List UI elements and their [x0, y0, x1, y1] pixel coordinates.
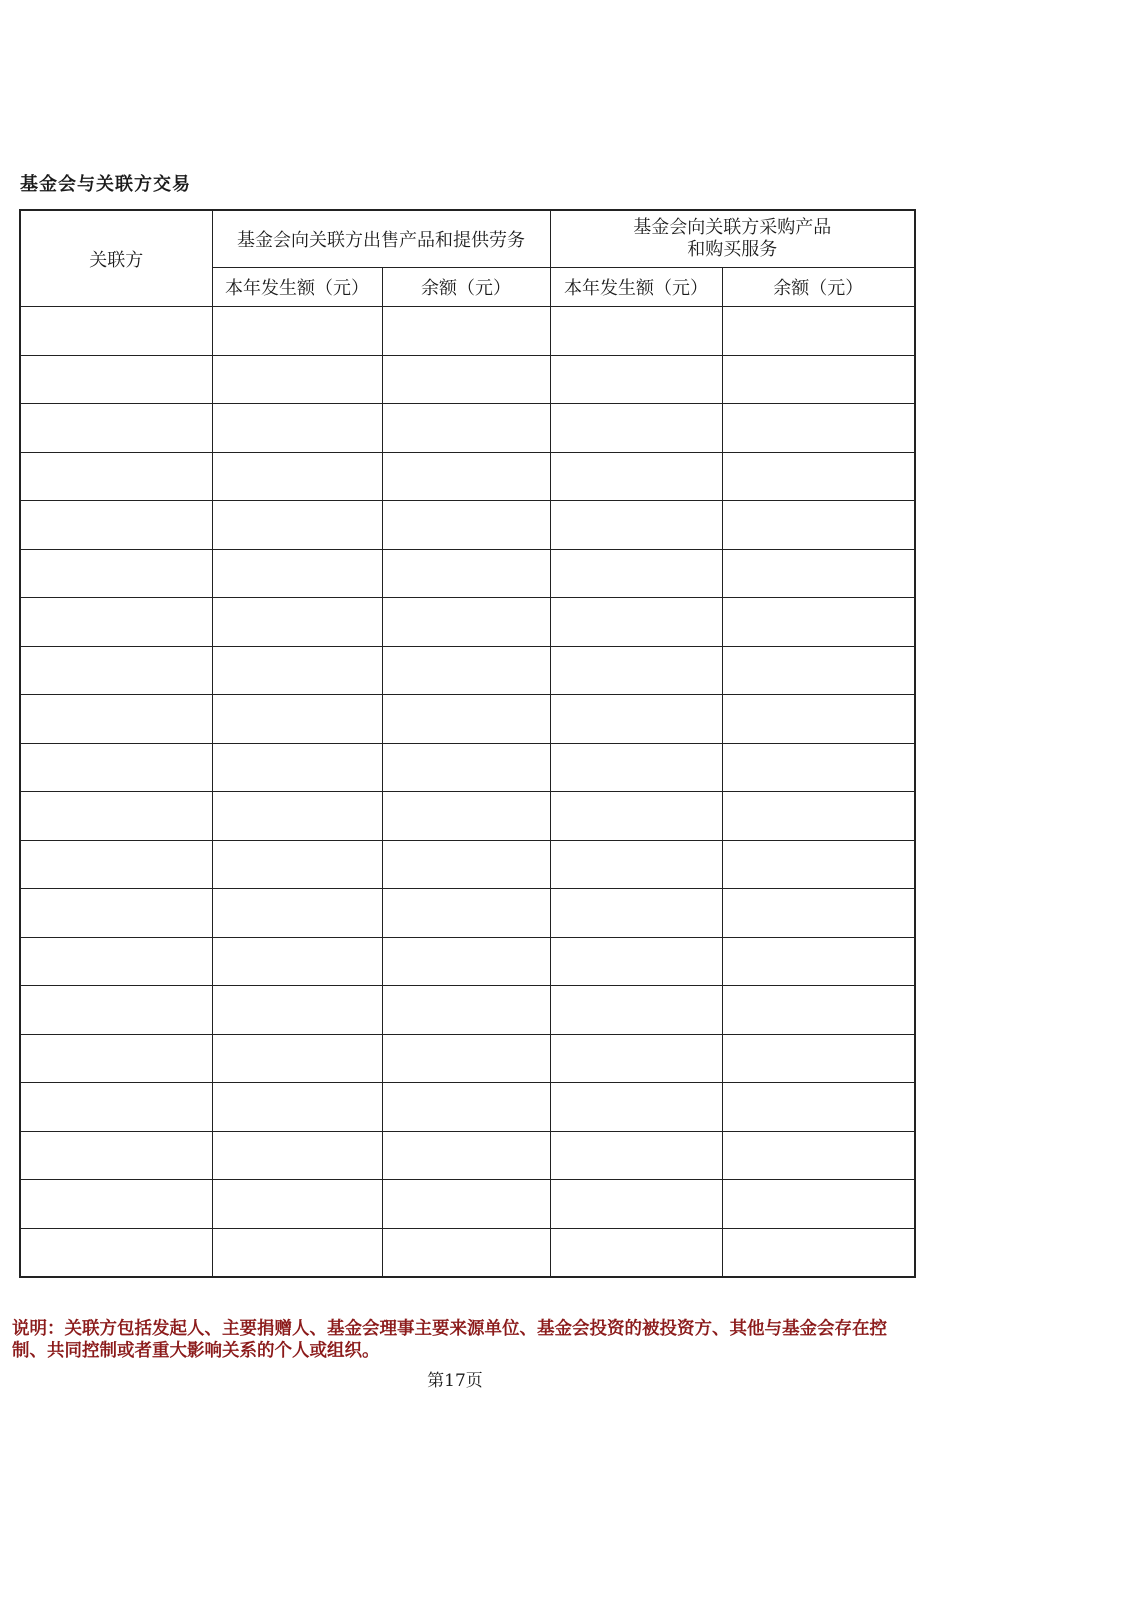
- cell-sell-amount: [212, 549, 382, 598]
- cell-buy-amount: [550, 1228, 722, 1277]
- cell-sell-balance: [382, 937, 550, 986]
- cell-buy-balance: [722, 404, 915, 453]
- cell-buy-amount: [550, 307, 722, 356]
- cell-sell-amount: [212, 404, 382, 453]
- cell-related-party: [20, 889, 212, 938]
- header-sell-amount: 本年发生额（元）: [212, 268, 382, 307]
- cell-sell-balance: [382, 840, 550, 889]
- page-number: 第17页: [427, 1371, 483, 1391]
- cell-related-party: [20, 355, 212, 404]
- cell-buy-balance: [722, 1083, 915, 1132]
- cell-buy-balance: [722, 549, 915, 598]
- table-body: [20, 307, 915, 1278]
- cell-sell-balance: [382, 355, 550, 404]
- cell-buy-amount: [550, 1034, 722, 1083]
- cell-sell-amount: [212, 743, 382, 792]
- cell-related-party: [20, 792, 212, 841]
- header-related-party: 关联方: [20, 210, 212, 307]
- header-buy-group-line-1: 基金会向关联方采购产品: [633, 217, 832, 238]
- header-buy-balance: 余额（元）: [722, 268, 915, 307]
- table-row: [20, 1034, 915, 1083]
- cell-related-party: [20, 695, 212, 744]
- cell-buy-balance: [722, 840, 915, 889]
- cell-sell-amount: [212, 355, 382, 404]
- cell-related-party: [20, 646, 212, 695]
- cell-related-party: [20, 598, 212, 647]
- cell-sell-balance: [382, 1228, 550, 1277]
- table-row: [20, 1180, 915, 1229]
- cell-sell-balance: [382, 646, 550, 695]
- table-row: [20, 840, 915, 889]
- cell-sell-amount: [212, 1034, 382, 1083]
- cell-buy-balance: [722, 501, 915, 550]
- cell-buy-amount: [550, 598, 722, 647]
- cell-sell-amount: [212, 452, 382, 501]
- cell-sell-balance: [382, 1034, 550, 1083]
- table-row: [20, 743, 915, 792]
- cell-related-party: [20, 404, 212, 453]
- cell-sell-amount: [212, 598, 382, 647]
- table-row: [20, 889, 915, 938]
- cell-sell-amount: [212, 889, 382, 938]
- header-sell-balance: 余额（元）: [382, 268, 550, 307]
- cell-related-party: [20, 549, 212, 598]
- cell-related-party: [20, 1131, 212, 1180]
- header-buy-group: [550, 210, 915, 268]
- cell-related-party: [20, 840, 212, 889]
- table-row: [20, 452, 915, 501]
- related-party-transactions-table: [19, 209, 916, 1278]
- cell-buy-amount: [550, 792, 722, 841]
- cell-buy-amount: [550, 501, 722, 550]
- cell-buy-balance: [722, 695, 915, 744]
- cell-sell-amount: [212, 937, 382, 986]
- section-title: 基金会与关联方交易: [20, 174, 191, 195]
- cell-related-party: [20, 1228, 212, 1277]
- cell-sell-balance: [382, 307, 550, 356]
- cell-sell-amount: [212, 792, 382, 841]
- cell-sell-amount: [212, 695, 382, 744]
- cell-sell-balance: [382, 695, 550, 744]
- cell-sell-balance: [382, 549, 550, 598]
- cell-sell-balance: [382, 598, 550, 647]
- table-row: [20, 695, 915, 744]
- cell-sell-balance: [382, 404, 550, 453]
- cell-related-party: [20, 743, 212, 792]
- cell-buy-amount: [550, 1083, 722, 1132]
- header-buy-amount: 本年发生额（元）: [550, 268, 722, 307]
- cell-sell-amount: [212, 986, 382, 1035]
- cell-sell-balance: [382, 986, 550, 1035]
- cell-buy-amount: [550, 355, 722, 404]
- table-row: [20, 501, 915, 550]
- cell-related-party: [20, 307, 212, 356]
- cell-buy-amount: [550, 889, 722, 938]
- cell-sell-balance: [382, 889, 550, 938]
- cell-sell-balance: [382, 501, 550, 550]
- table-row: [20, 646, 915, 695]
- cell-buy-balance: [722, 1228, 915, 1277]
- cell-sell-balance: [382, 792, 550, 841]
- cell-sell-amount: [212, 501, 382, 550]
- cell-buy-balance: [722, 598, 915, 647]
- cell-sell-amount: [212, 646, 382, 695]
- cell-buy-balance: [722, 307, 915, 356]
- cell-buy-balance: [722, 355, 915, 404]
- table-row: [20, 598, 915, 647]
- cell-buy-balance: [722, 937, 915, 986]
- header-buy-group-line-2: 和购买服务: [687, 239, 778, 260]
- cell-related-party: [20, 1034, 212, 1083]
- table-row: [20, 404, 915, 453]
- cell-buy-balance: [722, 986, 915, 1035]
- cell-sell-balance: [382, 452, 550, 501]
- cell-buy-amount: [550, 743, 722, 792]
- cell-buy-balance: [722, 452, 915, 501]
- cell-buy-balance: [722, 1180, 915, 1229]
- cell-buy-amount: [550, 452, 722, 501]
- table-row: [20, 937, 915, 986]
- table-row: [20, 307, 915, 356]
- header-sell-group: 基金会向关联方出售产品和提供劳务: [212, 210, 550, 268]
- cell-buy-balance: [722, 792, 915, 841]
- cell-buy-amount: [550, 646, 722, 695]
- cell-sell-amount: [212, 1131, 382, 1180]
- cell-related-party: [20, 452, 212, 501]
- cell-buy-balance: [722, 743, 915, 792]
- cell-buy-amount: [550, 937, 722, 986]
- cell-buy-balance: [722, 1131, 915, 1180]
- cell-buy-balance: [722, 889, 915, 938]
- cell-sell-amount: [212, 307, 382, 356]
- cell-buy-amount: [550, 1180, 722, 1229]
- cell-related-party: [20, 1083, 212, 1132]
- cell-sell-amount: [212, 840, 382, 889]
- cell-buy-amount: [550, 986, 722, 1035]
- cell-sell-amount: [212, 1228, 382, 1277]
- cell-sell-balance: [382, 1083, 550, 1132]
- cell-buy-balance: [722, 646, 915, 695]
- explanatory-note: 说明：关联方包括发起人、主要捐赠人、基金会理事主要来源单位、基金会投资的被投资方、其他与基金会存在控制、共同控制或者重大影响关系的个人或组织。: [12, 1319, 887, 1361]
- table-row: [20, 792, 915, 841]
- cell-sell-amount: [212, 1083, 382, 1132]
- cell-sell-balance: [382, 1131, 550, 1180]
- cell-related-party: [20, 1180, 212, 1229]
- cell-buy-amount: [550, 840, 722, 889]
- table-row: [20, 1083, 915, 1132]
- cell-sell-amount: [212, 1180, 382, 1229]
- table-row: [20, 1131, 915, 1180]
- cell-related-party: [20, 937, 212, 986]
- table-row: [20, 1228, 915, 1277]
- cell-buy-amount: [550, 1131, 722, 1180]
- cell-related-party: [20, 501, 212, 550]
- cell-buy-amount: [550, 549, 722, 598]
- table-row: [20, 355, 915, 404]
- cell-buy-amount: [550, 404, 722, 453]
- table-row: [20, 549, 915, 598]
- cell-related-party: [20, 986, 212, 1035]
- table-row: [20, 986, 915, 1035]
- cell-sell-balance: [382, 1180, 550, 1229]
- cell-sell-balance: [382, 743, 550, 792]
- cell-buy-balance: [722, 1034, 915, 1083]
- cell-buy-amount: [550, 695, 722, 744]
